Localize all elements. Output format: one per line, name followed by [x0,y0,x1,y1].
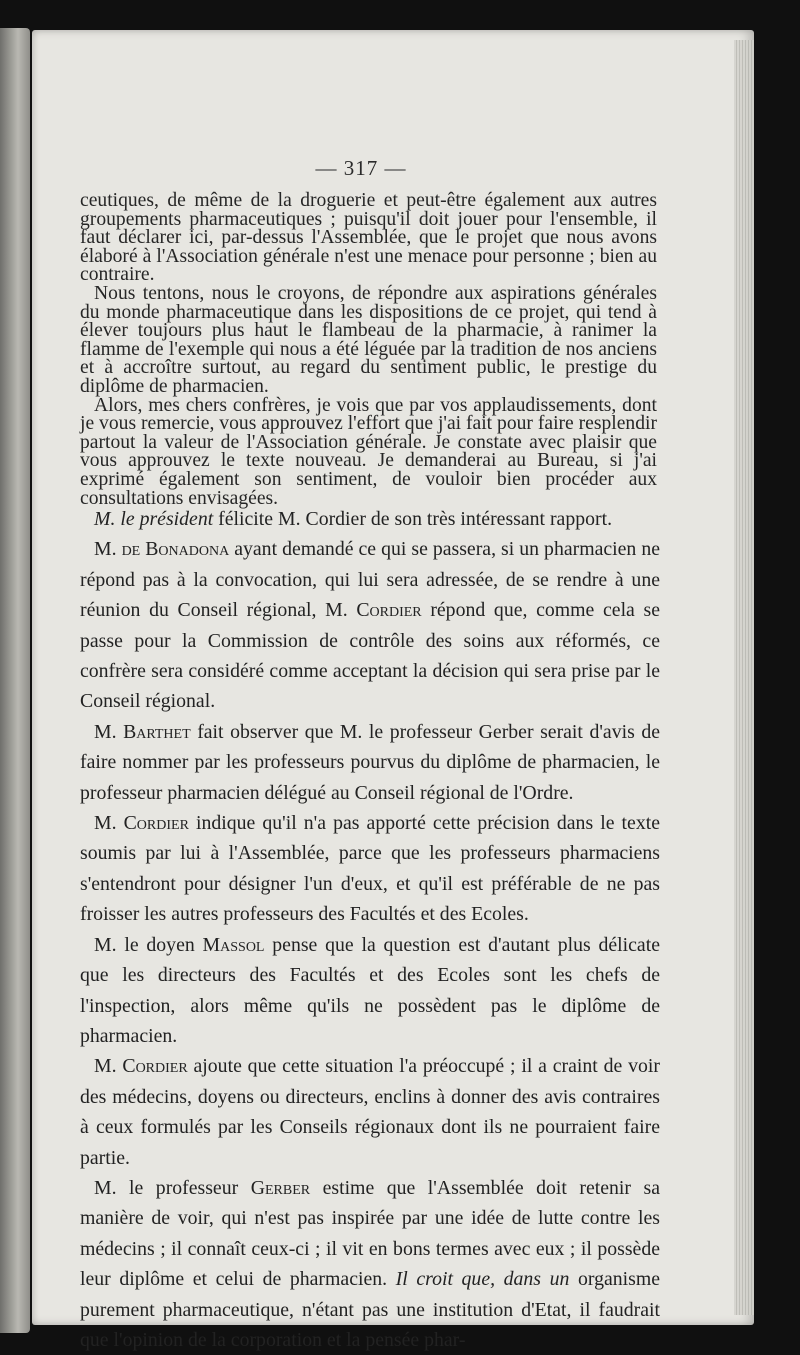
paragraph-cordier-ajoute: M. Cordier ajoute que cette situation l'a préoccupé ; il a craint de voir des médecins, doyens ou directeurs, enclins à donner des avis contraires à ceux formulés par les Conseils régionaux dont ils ne pourraient faire partie. [80,1055,660,1169]
previous-page-edge [0,28,30,1333]
paragraph-bonadona: M. de Bonadona ayant demandé ce qui se passera, si un pharmacien ne répond pas à la convocation, qui lui sera adressée, de se rendre à une réunion du Conseil régional, M. Cordier répond que, comme cela se passe pour la Commission de contrôle des soins aux réformés, ce confrère sera considéré comme acceptant la décision qui sera prise par le Conseil régional. [80,538,661,713]
paragraph-gerber: M. le professeur Gerber estime que l'Assemblée doit retenir sa manière de voir, qui n'est pas inspirée par une idée de lutte contre les médecins ; il connaît ceux-ci ; il vit en bons termes avec eux ; il possède leur diplôme et celui de pharmacien. Il croit que, dans un organisme purement pharmaceutique, n'étant pas une institution d'Etat, il faudrait que l'opinion de la corporation et la pensée phar- [80,1176,660,1351]
paragraph-cordier-indique: M. Cordier indique qu'il n'a pas apporté cette précision dans le texte soumis par lui à l'Assemblée, parce que les professeurs pharmaciens s'entendront pour désigner l'un d'eux, et qu'il est préférable de ne pas froisser les autres professeurs des Facultés et des Ecoles. [80,812,661,926]
paragraph-nous-tentons: Nous tentons, nous le croyons, de répondre aux aspirations générales du monde pharmaceutique dans les dispositions de ce projet, qui tend à élever toujours plus haut le flambeau de la pharmacie, à ranimer la flamme de l'exemple qui nous a été léguée par la tradition de nos anciens et à accroître surtout, au regard du sentiment public, le prestige du diplôme de pharmacien. [80,282,657,397]
speaker-cordier: Cordier [122,1055,188,1078]
paragraph-president: M. le président félicite M. Cordier de son très intéressant rapport. [94,508,613,530]
paragraph-massol: M. le doyen Massol pense que la question est d'autant plus délicate que les directeurs des Facultés et des Ecoles sont les chefs de l'inspection, alors même qu'ils ne possèdent pas le diplôme de pharmacien. [80,933,660,1047]
speech-continuation [80,192,657,508]
speaker-president: M. le président [94,508,214,530]
speaker-barthet: Barthet [123,720,191,743]
speaker-massol: Massol [202,933,265,956]
speaker-cordier: Cordier [123,812,189,835]
paragraph-ceutiques: ceutiques, de même de la droguerie et peut-être également aux autres groupements pharmaceutiques ; puisqu'il doit jouer pour l'ensemble, il faut déclarer ici, par-dessus l'Assemblée, que le projet que nous avons élaboré à l'Association générale n'est une menace pour personne ; bien au contraire. [80,190,657,286]
proceedings-text [80,504,660,1355]
speaker-bonadona: de Bonadona [121,538,230,561]
page-number: — 317 — [315,156,407,180]
speaker-gerber: Gerber [250,1176,311,1199]
book-page [32,30,754,1351]
paragraph-barthet: M. Barthet fait observer que M. le professeur Gerber serait d'avis de faire nommer par les professeurs pourvus du diplôme de pharmacien, le professeur pharmacien délégué au Conseil régional de l'Ordre. [80,720,660,804]
page-stack-edge [734,40,754,1315]
speaker-cordier: Cordier [356,599,422,622]
paragraph-alors: Alors, mes chers confrères, je vois que par vos applaudissements, dont je vous remercie, vous approuvez l'effort que j'ai fait pour faire resplendir partout la valeur de l'Association générale. Je constate avec plaisir que vous approuvez le texte nouveau. Je demanderai au Bureau, si j'ai exprimé également son sentiment, de vouloir bien procéder aux consultations envisagées. [80,394,657,509]
